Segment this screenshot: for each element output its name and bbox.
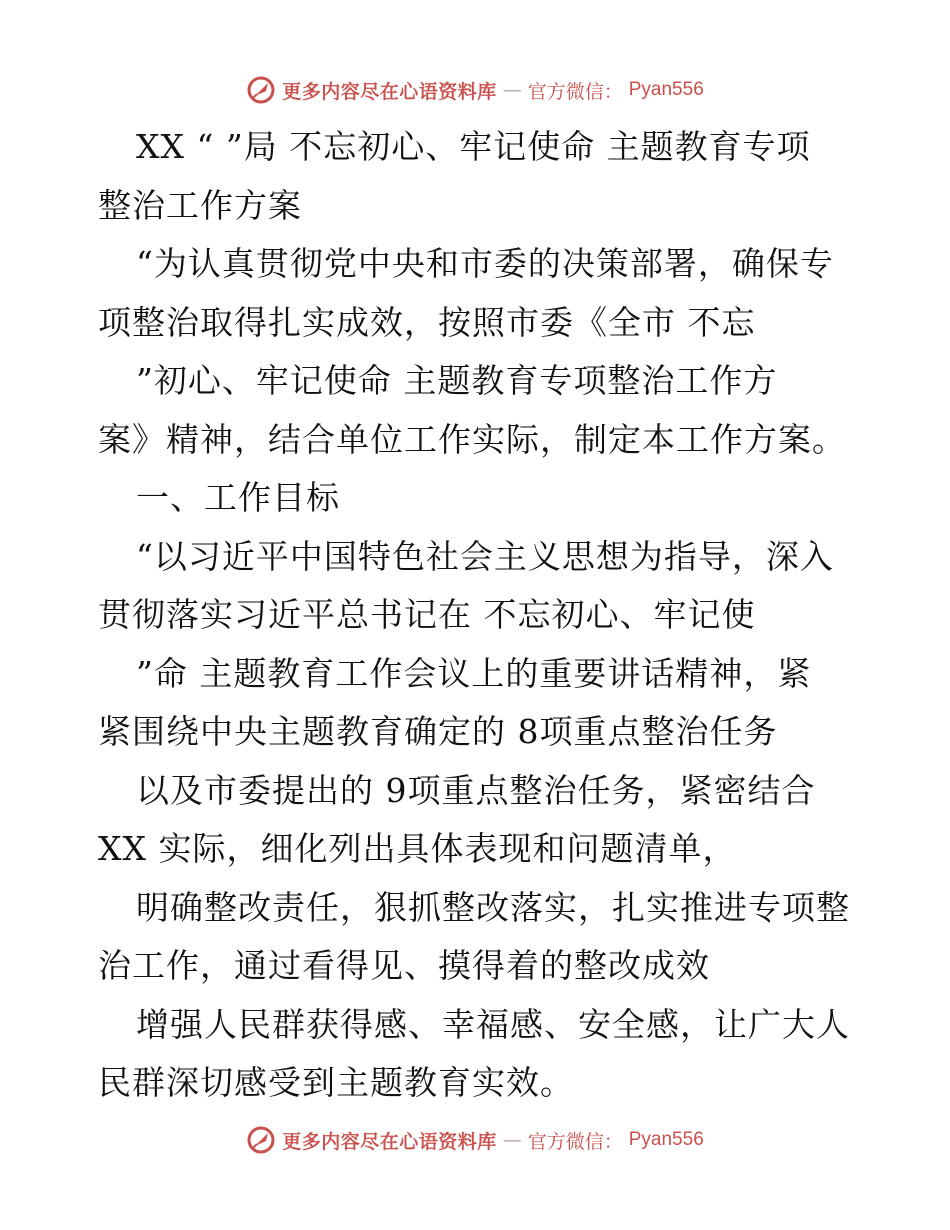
document-line: 一、工作目标	[136, 478, 340, 517]
document-line: 以及市委提出的 9项重点整治任务，紧密结合	[136, 770, 816, 810]
document-line: 案》精神，结合单位工作实际，制定本工作方案。	[98, 419, 846, 459]
document-line: 民群深切感受到主题教育实效。	[98, 1063, 574, 1102]
watermark-official-label: 官方微信：	[527, 1130, 623, 1153]
document-line: XX “ ”局 不忘初心、牢记使命 主题教育专项	[136, 127, 811, 166]
watermark-handle: Pyan556	[628, 79, 704, 100]
document-line: 整治工作方案	[98, 185, 302, 225]
document-line: 治工作，通过看得见、摸得着的整改成效	[98, 946, 710, 985]
document-line: ”初心、牢记使命 主题教育专项整治工作方	[136, 361, 778, 400]
document-line: “以习近平中国特色社会主义思想为指导，深入	[136, 536, 834, 576]
watermark-separator: —	[502, 1129, 522, 1151]
document-line: “为认真贯彻党中央和市委的决策部署，确保专	[136, 244, 834, 283]
document-line: 明确整改责任，狠抓整改落实，扎实推进专项整	[136, 887, 850, 927]
document-line: 项整治取得扎实成效，按照市委《全市 不忘	[98, 302, 756, 342]
watermark-separator: —	[502, 79, 522, 101]
feather-circle-logo-icon	[246, 75, 276, 105]
footer-watermark	[0, 1120, 950, 1160]
header-watermark	[0, 70, 950, 110]
document-line: 紧围绕中央主题教育确定的 8项重点整治任务	[98, 712, 778, 751]
feather-circle-logo-icon	[246, 1125, 276, 1155]
watermark-site-text: 更多内容尽在心语资料库	[282, 1130, 497, 1153]
document-line: 增强人民群获得感、幸福感、安全感，让广大人	[136, 1004, 850, 1044]
document-body	[98, 118, 858, 1113]
watermark-handle: Pyan556	[628, 1129, 704, 1150]
watermark-site-text: 更多内容尽在心语资料库	[282, 80, 497, 103]
document-line: XX 实际，细化列出具体表现和问题清单，	[98, 829, 737, 868]
watermark-official-label: 官方微信：	[527, 80, 623, 103]
document-line: ”命 主题教育工作会议上的重要讲话精神，紧	[136, 653, 812, 693]
document-line: 贯彻落实习近平总书记在 不忘初心、牢记使	[98, 595, 756, 634]
